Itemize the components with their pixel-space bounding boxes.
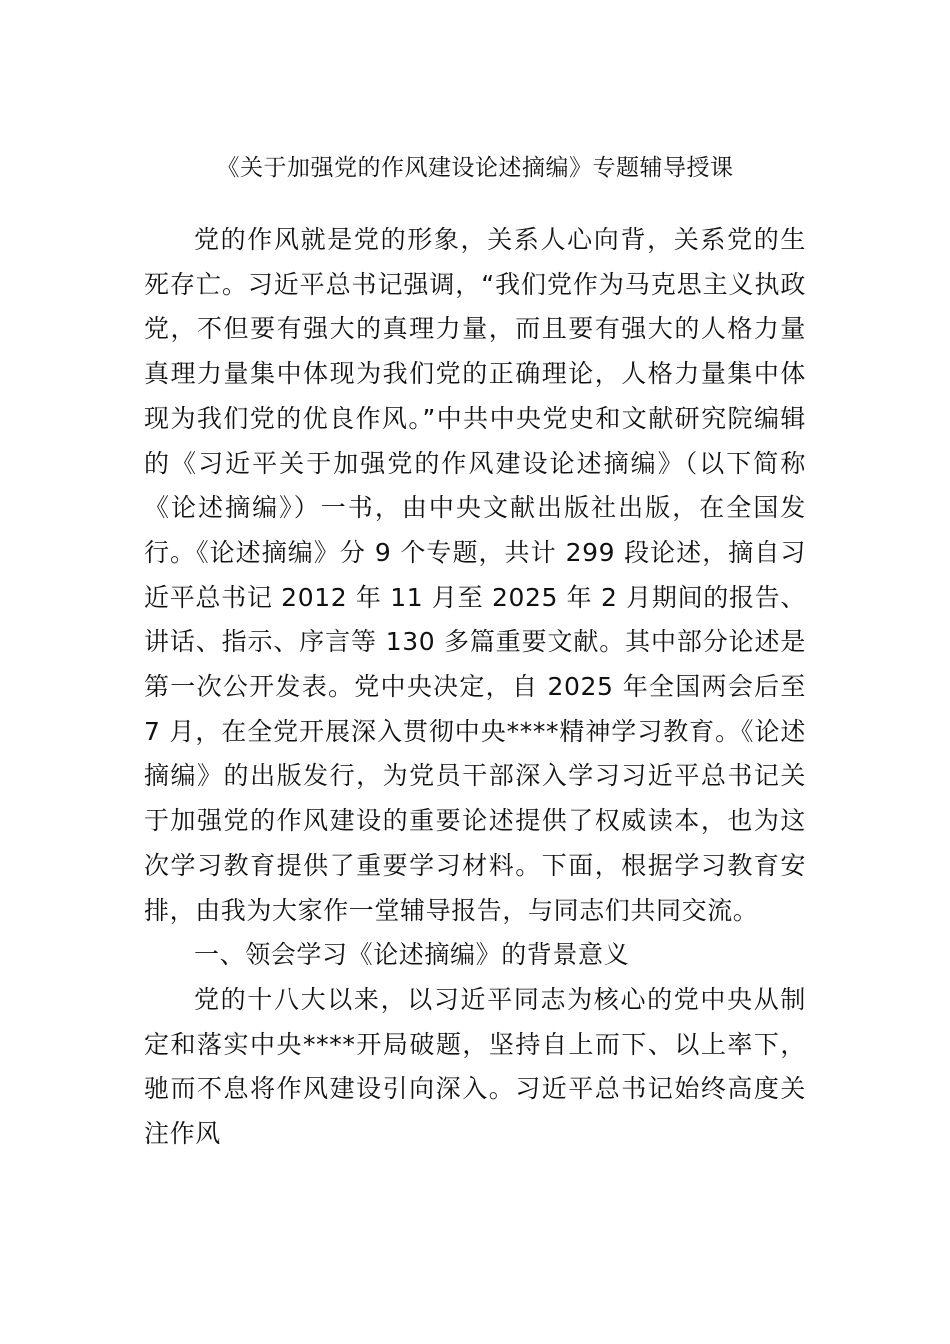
section-1-paragraph: 党的十八大以来，以习近平同志为核心的党中央从制定和落实中央****开局破题，坚持自上而下、以上率下，驰而不息将作风建设引向深入。习近平总书记始终高度关注作风 — [144, 984, 806, 1149]
document-title: 《关于加强党的作风建设论述摘编》专题辅导授课 — [216, 155, 734, 181]
document-body — [144, 218, 806, 1157]
section-heading-1: 一、领会学习《论述摘编》的背景意义 — [194, 940, 630, 970]
intro-paragraph: 党的作风就是党的形象，关系人心向背，关系党的生死存亡。习近平总书记强调，“我们党作为马克思主义执政党，不但要有强大的真理力量，而且要有强大的人格力量真理力量集中体现为我们党的正确理论，人格力量集中体现为我们党的优良作风。”中共中央党史和文献研究院编辑的《习近平关于加强党的作风建设论述摘编》（以下简称《论述摘编》）一书，由中央文献出版社出版，在全国发行。《论述摘编》分 9 个专题，共计 299 段论述，摘自习近平总书记 2012 年 11 月至 2025 年 2 月期间的报告、讲话、指示、序言等 130 多篇重要文献。其中部分论述是第一次公开发表。党中央决定，自 2025 年全国两会后至 7 月，在全党开展深入贯彻中央****精神学习教育。《论述摘编》的出版发行，为党员干部深入学习习近平总书记关于加强党的作风建设的重要论述提供了权威读本，也为这次学习教育提供了重要学习材料。下面，根据学习教育安排，由我为大家作一堂辅导报告，与同志们共同交流。 — [144, 225, 806, 925]
